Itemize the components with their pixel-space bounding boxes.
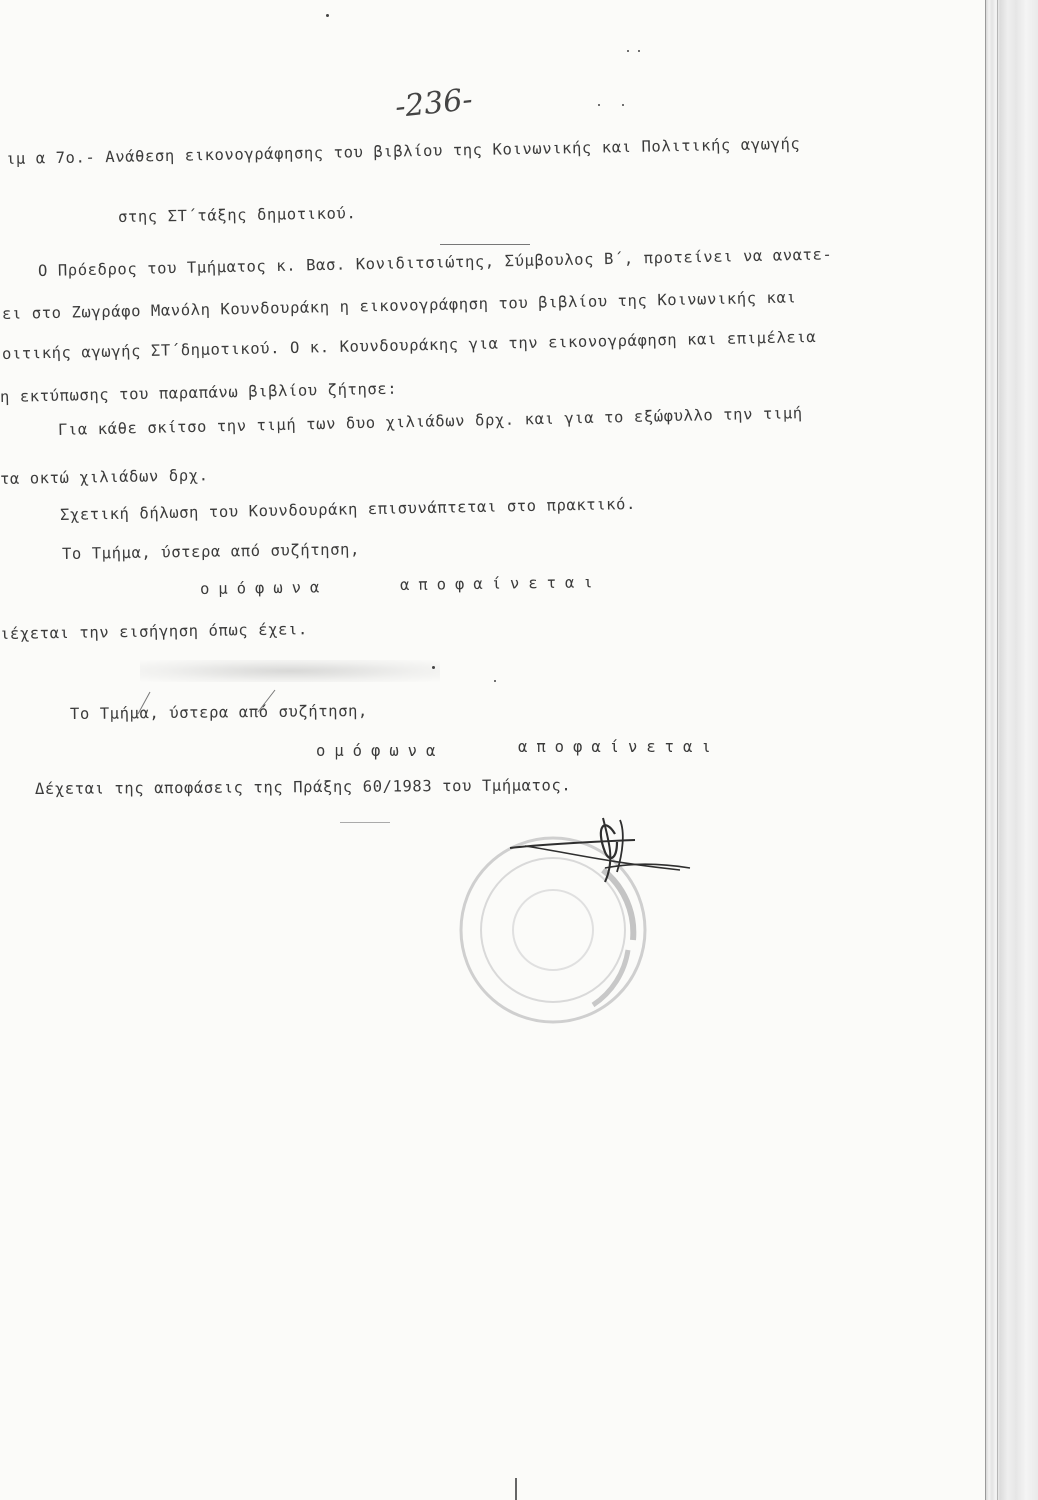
item-heading-line-2: στης ΣΤ΄τάξης δημοτικού.	[117, 204, 357, 226]
bottom-mark	[515, 1478, 517, 1500]
unanimous-word-2: ομόφωνα	[316, 742, 445, 760]
binding-line	[997, 0, 998, 1500]
unanimous-word-1: ομόφωνα	[199, 578, 329, 598]
handwritten-signature	[505, 812, 695, 887]
body-line-2: ει στο Ζωγράφο Μανόλη Κουνδουράκη η εικονογράφηση του βιβλίου της Κοινωνικής και	[1, 288, 797, 323]
body-line-4: η εκτύπωσης του παραπάνω βιβλίου ζήτησε:	[0, 379, 398, 406]
item-heading-line-1: ιμ α 7ο.- Ανάθεση εικονογράφησης του βιβλίου της Κοινωνικής και Πολιτικής αγωγής	[5, 134, 801, 168]
scan-speck	[432, 666, 435, 669]
page-number: -236-	[393, 82, 475, 125]
erased-text-smudge	[140, 660, 440, 682]
scan-speck	[622, 104, 624, 106]
scan-speck	[494, 680, 496, 682]
strike-mark	[440, 244, 530, 245]
body-line-1: Ο Πρόεδρος του Τμήματος κ. Βασ. Κονιδιτσιώτης, Σύμβουλος Β΄, προτείνει να ανατε-	[37, 245, 833, 280]
body-line-9: ιέχεται την εισήγηση όπως έχει.	[0, 620, 308, 643]
scan-speck	[598, 104, 600, 106]
page-binding-edge	[985, 0, 1038, 1500]
scan-speck	[638, 50, 640, 52]
scan-speck	[627, 50, 629, 52]
body-line-5: Για κάθε σκίτσο την τιμή των δυο χιλιάδων δρχ. και για το εξώφυλλο την τιμή	[57, 404, 803, 439]
decides-word-2: αποφαίνεται	[518, 738, 720, 756]
body-line-6: τα οκτώ χιλιάδων δρχ.	[0, 466, 209, 488]
body-line-8: Το Τμήμα, ύστερα από συζήτηση,	[61, 540, 361, 563]
body-line-7: Σχετική δήλωση του Κουνδουράκη επισυνάπτεται στο πρακτικό.	[59, 494, 637, 524]
faint-dash	[340, 822, 390, 823]
body-line-3: οιτικής αγωγής ΣΤ΄δημοτικού. Ο κ. Κουνδουράκης για την εικονογράφηση και επιμέλεια	[1, 327, 817, 363]
body-line-11: Δέχεται της αποφάσεις της Πράξης 60/1983 του Τμήματος.	[34, 776, 572, 798]
body-line-10: Το Τμήμα, ύστερα από συζήτηση,	[69, 701, 369, 723]
decides-word-1: αποφαίνεται	[399, 573, 602, 594]
scan-speck	[326, 14, 329, 17]
